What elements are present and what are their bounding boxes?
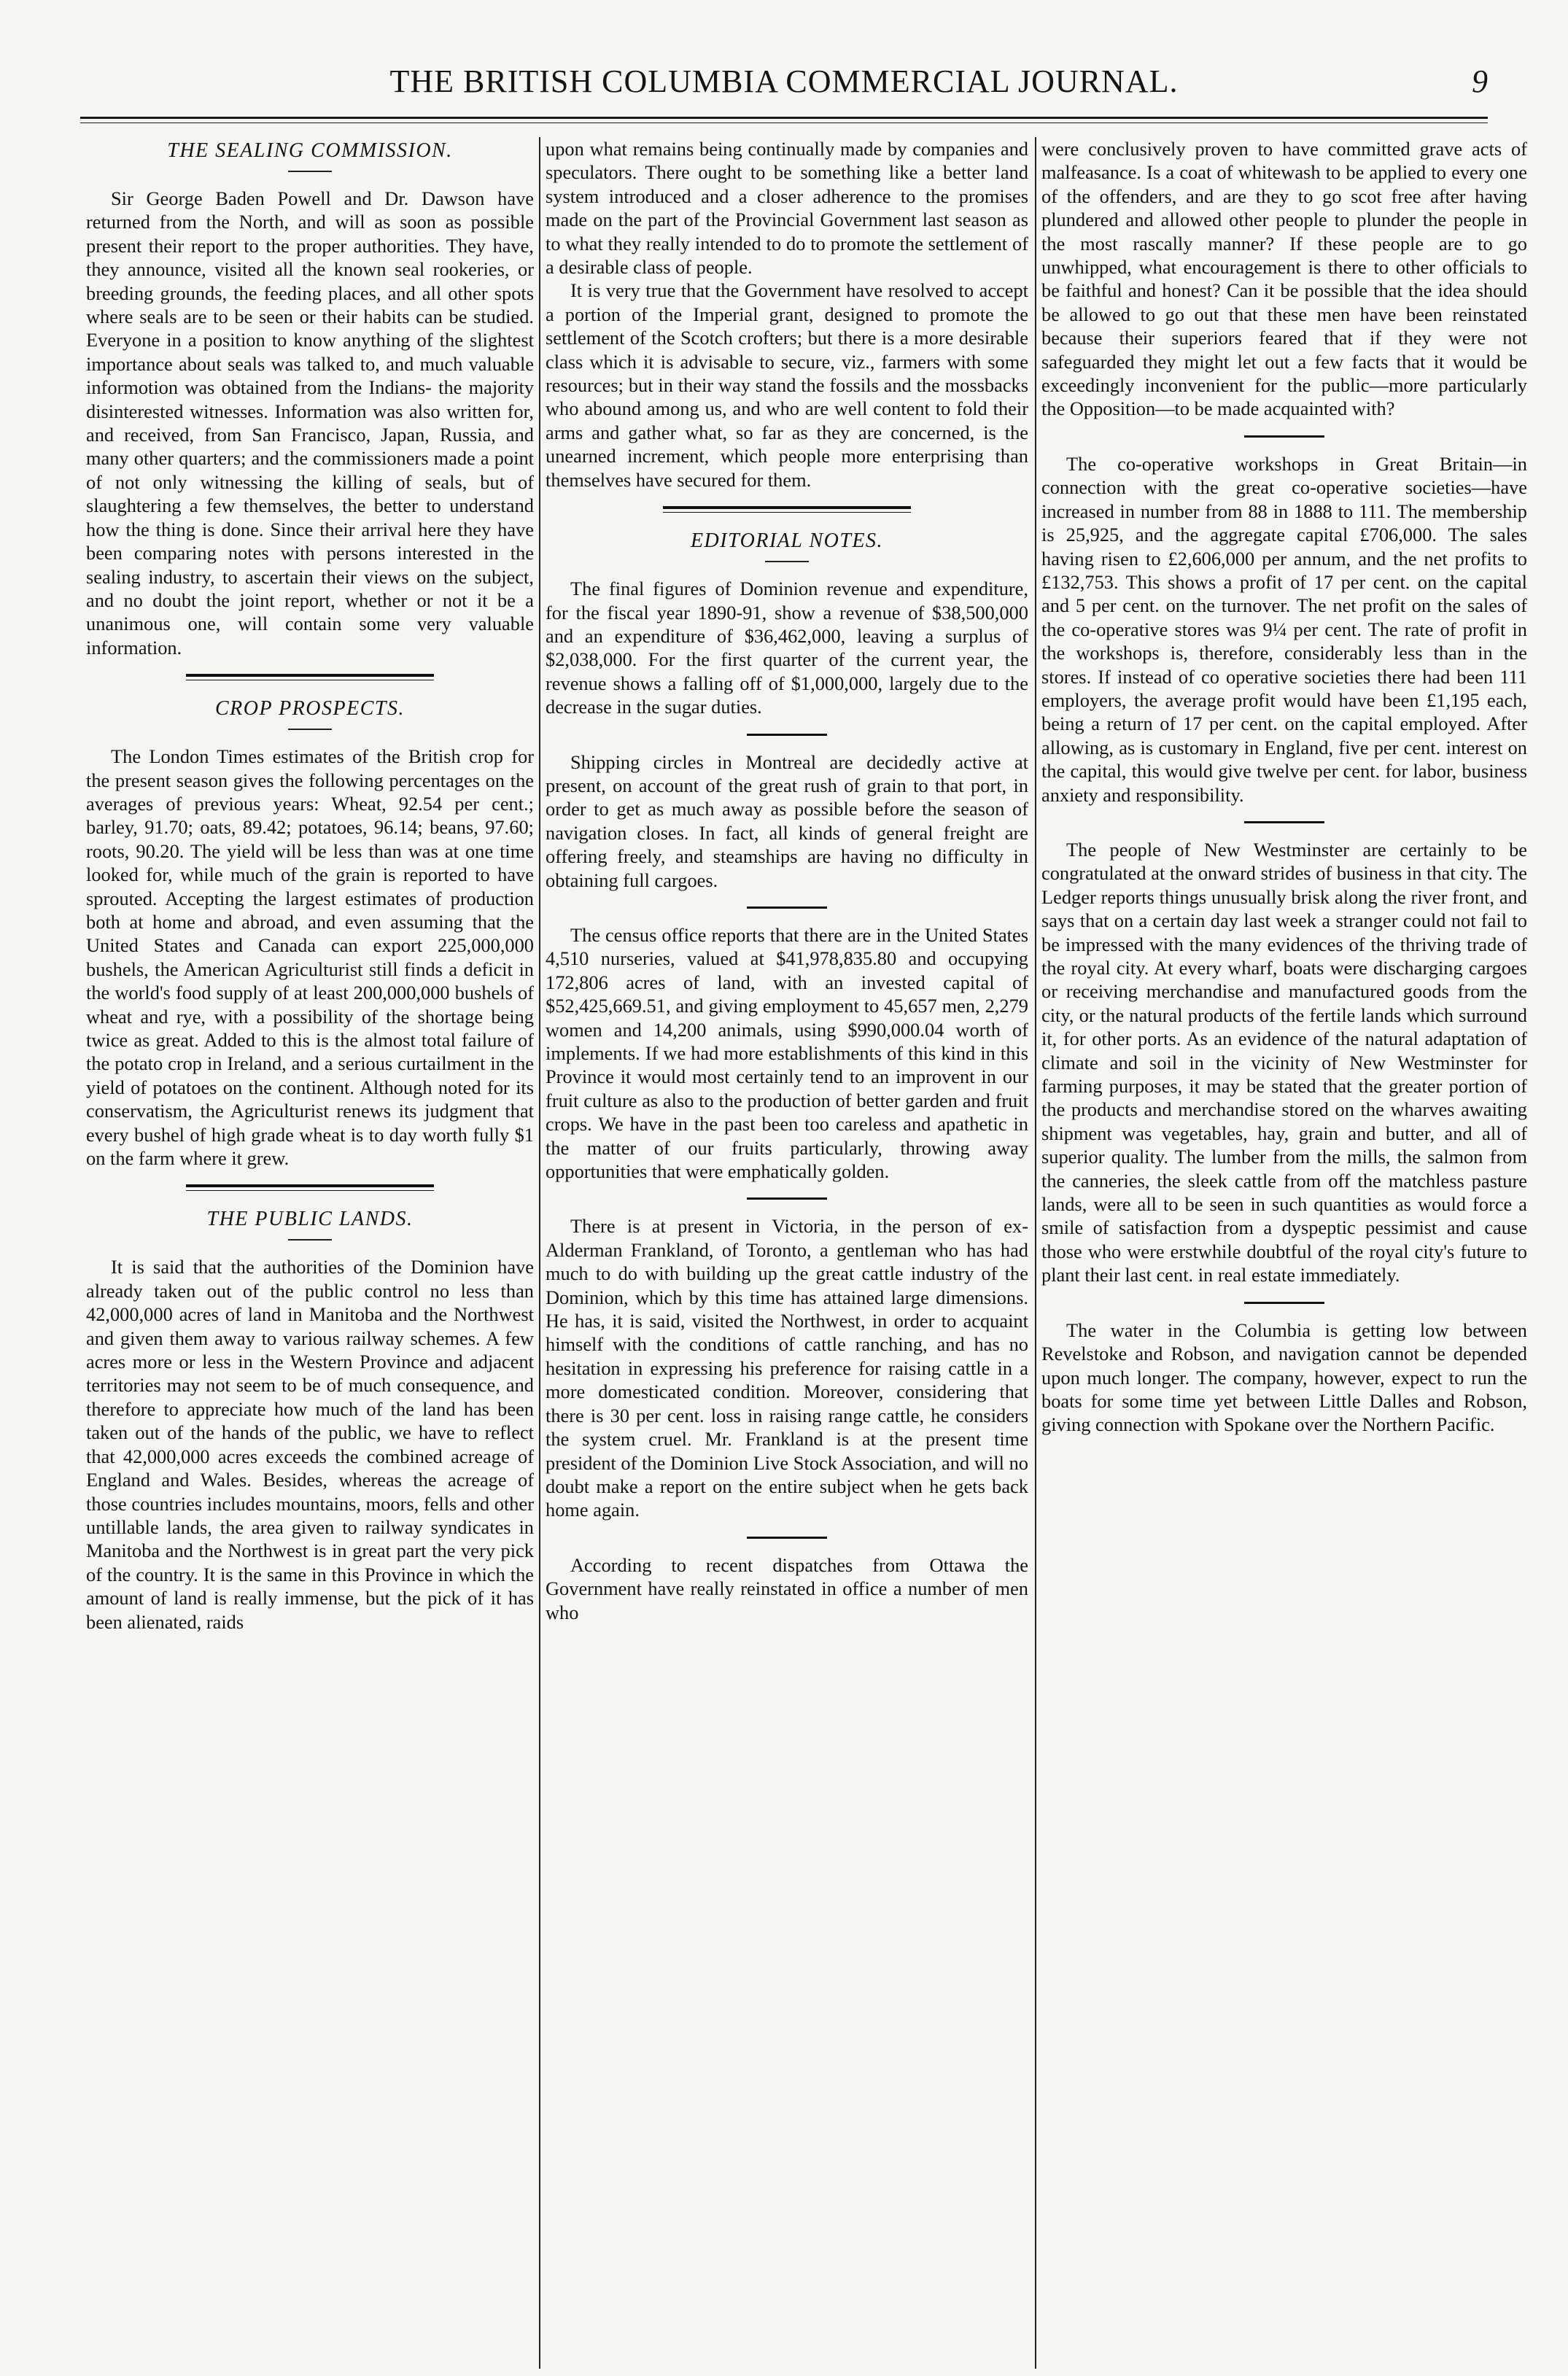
editorial-note: The census office reports that there are in the United States 4,510 nurseries, valued at $41,978,835.80 and occupying 172,806 acres of land, with an invested capital of $52,425,669.51, and giving employment to 45,657 men, 2,279 women and 14,200 animals, using $990,000.04 worth of implements. If we had more establishments of this kind in this Province it would most certainly tend to an improvent in our fruit culture as also to the production of better garden and fruit crops. We have in the past been too careless and apathetic in the matter of our fruits particularly, throwing away opportunities that were emphatically golden. [546, 923, 1028, 1183]
editorial-note: Shipping circles in Montreal are decidedly active at present, on account of the great rush of grain to that port, in order to get as much away as possible before the season of navigation closes. In fact, all kinds of general freight are offering freely, and steamships are having no difficulty in obtaining full cargoes. [546, 750, 1028, 891]
masthead [80, 58, 1488, 109]
note-separator [1244, 821, 1324, 823]
editorial-note: According to recent dispatches from Ottawa the Government have really reinstated in office a number of men who [546, 1553, 1028, 1623]
divider [765, 561, 809, 562]
note-separator [747, 1197, 827, 1200]
editorial-note: were conclusively proven to have committed grave acts of malfeasance. Is a coat of whitewash to be applied to every one of the offenders, and are they to go scot free after having plundered and allowed other people to plunder the people in the most rascally manner? If these people are to go unwhipped, what encouragement is there to other officials to be faithful and honest? Can it be possible that the idea should be allowed to go out that these men have been reinstated because their superiors feared that if they were not safeguarded they might let out a few facts that it would be exceedingly inconvenient for the public—more particularly the Opposition—to be made acquainted with? [1041, 138, 1527, 420]
article-heading: THE SEALING COMMISSION. [167, 139, 453, 162]
section-rule-thin [186, 1190, 434, 1191]
note-separator [747, 734, 827, 736]
editorial-note: The co-operative workshops in Great Britain—in connection with the great co-operative societies—have increased in number from 88 in 1888 to 111. The membership is 25,925, and the aggregate capital £706,000. The sales having risen to £2,606,000 per annum, and the net profits to £132,753. This shows a profit of 17 per cent. on the capital and 5 per cent. on the turnover. The net profit on the sales of the co-operative stores was 9¼ per cent. The rate of profit in the workshops is, therefore, considerably less than in the stores. If instead of co operative societies there had been 111 employers, the average profit would have been £1,195 each, being a return of 17 per cent. on the capital employed. After allowing, as is customary in England, five per cent. interest on the capital, this would give twelve per cent. for labor, business anxiety and responsibility. [1041, 452, 1527, 806]
column-divider [539, 137, 540, 2369]
article-heading: CROP PROSPECTS. [215, 697, 405, 721]
divider [288, 729, 332, 730]
article-body: It is very true that the Government have resolved to accept a portion of the Imperial grant, designed to promote the settlement of the Scotch crofters; but there is a more desirable class which it is advisable to secure, viz., farmers with some resources; but in their way stand the fossils and the mossbacks who abound among us, and who are well content to fold their arms and gather what, so far as they are concerned, is the unearned increment, which people more enterprising than themselves have secured for them. [546, 279, 1028, 491]
note-separator [747, 906, 827, 909]
article-heading: THE PUBLIC LANDS. [206, 1208, 414, 1231]
note-separator [1244, 1302, 1324, 1304]
column-1 [86, 137, 534, 2369]
article-heading: EDITORIAL NOTES. [690, 529, 884, 553]
divider [288, 1239, 332, 1241]
column-2 [546, 137, 1028, 2369]
journal-title: THE BRITISH COLUMBIA COMMERCIAL JOURNAL. [389, 63, 1179, 99]
article-body: upon what remains being continually made by companies and speculators. There ought to be something like a better land system introduced and a closer adherence to the promises made on the part of the Provincial Government last season as to what they really intended to do to promote the settlement of a desirable class of people. [546, 138, 1028, 279]
editorial-note: The water in the Columbia is getting low between Revelstoke and Robson, and navigation cannot be depended upon much longer. The company, however, expect to run the boats for some time yet between Little Dalles and Robson, giving connection with Spokane over the Northern Pacific. [1041, 1319, 1527, 1436]
note-separator [1244, 435, 1324, 438]
section-rule [186, 1184, 434, 1187]
article-body: The London Times estimates of the British crop for the present season gives the following percentages on the averages of previous years: Wheat, 92.54 per cent.; barley, 91.70; oats, 89.42; potatoes, 96.14; beans, 97.60; roots, 90.20. The yield will be less than was at one time looked for, while much of the grain is reported to have sprouted. Accepting the largest estimates of production both at home and abroad, and even assuming that the United States and Canada can export 225,000,000 bushels, the American Agriculturist still finds a deficit in the world's food supply of at least 200,000,000 bushels of wheat and rye, with a possibility of the shortage being twice as great. Added to this is the almost total failure of the potato crop in Ireland, and a serious curtailment in the yield of potatoes on the continent. Although noted for its conservatism, the Agriculturist renews its judgment that every bushel of high grade wheat is to day worth fully $1 on the farm where it grew. [86, 745, 534, 1170]
column-divider [1035, 137, 1036, 2369]
note-separator [747, 1537, 827, 1539]
column-3 [1041, 137, 1527, 2369]
header-rule [80, 117, 1488, 119]
section-rule [186, 674, 434, 677]
editorial-note: The people of New Westminster are certainly to be congratulated at the onward strides of business in that city. The Ledger reports things unusually brisk along the river front, and says that on a certain day last week a stranger could not fail to be impressed with the many evidences of the thriving trade of the royal city. At every wharf, boats were discharging cargoes or receiving merchandise and manufactured goods from the city, or the natural products of the fertile lands which surround it, for other ports. As an evidence of the natural adaptation of climate and soil in the vicinity of New Westminster for farming purposes, it may be stated that the greater portion of the products and merchandise stored on the wharves awaiting shipment was vegetables, hay, grain and butter, and all of superior quality. The lumber from the mills, the salmon from the canneries, the sleek cattle from off the matchless pasture lands, were all to be seen in such quantities as would force a smile of satisfaction from a dyspeptic pessimist and cause those who were erstwhile doubtful of the royal city's future to plant their last cent. in real estate immediately. [1041, 838, 1527, 1286]
divider [288, 171, 332, 172]
section-rule-thin [663, 512, 911, 513]
article-body: Sir George Baden Powell and Dr. Dawson have returned from the North, and will as soon as possible present their report to the proper authorities. They have, they announce, visited all the known seal rookeries, or breeding grounds, the feeding places, and all other spots where seals are to be seen or their habits can be studied. Everyone in a position to know anything of the slightest importance about seals was talked to, and much valuable informotion was obtained from the Indians- the majority disinterested witnesses. Information was also written for, and received, from San Francisco, Japan, Russia, and many other quarters; and the commissioners made a point of not only witnessing the killing of seals, but of slaughtering a few themselves, the better to understand how the thing is done. Since their arrival here they have been comparing notes with persons interested in the sealing industry, to ascertain their views on the subject, and no doubt the joint report, whether or not it be a unanimous one, will contain some very valuable information. [86, 187, 534, 659]
page-number: 9 [1472, 63, 1488, 99]
editorial-note: The final figures of Dominion revenue and expenditure, for the fiscal year 1890-91, show a revenue of $38,500,000 and an expenditure of $36,462,000, leaving a surplus of $2,038,000. For the first quarter of the current year, the revenue shows a falling off of $1,000,000, largely due to the decrease in the sugar duties. [546, 578, 1028, 718]
section-rule [663, 506, 911, 509]
editorial-note: There is at present in Victoria, in the person of ex-Alderman Frankland, of Toronto, a gentleman who has had much to do with building up the great cattle industry of the Dominion, which by this time has attained large dimensions. He has, it is said, visited the Northwest, in order to acquaint himself with the conditions of cattle ranching, and has no hesitation in expressing his preference for raising cattle in a more domesticated condition. Moreover, considering that there is 30 per cent. loss in raising range cattle, he considers the system cruel. Mr. Frankland is at the present time president of the Dominion Live Stock Association, and will no doubt make a report on the entire subject when he gets back home again. [546, 1215, 1028, 1521]
article-body: It is said that the authorities of the Dominion have already taken out of the public control no less than 42,000,000 acres of land in Manitoba and the Northwest and given them away to various railway schemes. A few acres more or less in the Western Province and adjacent territories may not seem to be of much consequence, and therefore to appreciate how much of the land has been taken out of the hands of the public, we have to reflect that 42,000,000 acres exceeds the combined acreage of England and Wales. Besides, whereas the acreage of those countries includes mountains, moors, fells and other untillable lands, the area given to railway syndicates in Manitoba and the Northwest is in great part the very pick of the country. It is the same in this Province in which the amount of land is really immense, but the pick of it has been alienated, raids [86, 1256, 534, 1633]
